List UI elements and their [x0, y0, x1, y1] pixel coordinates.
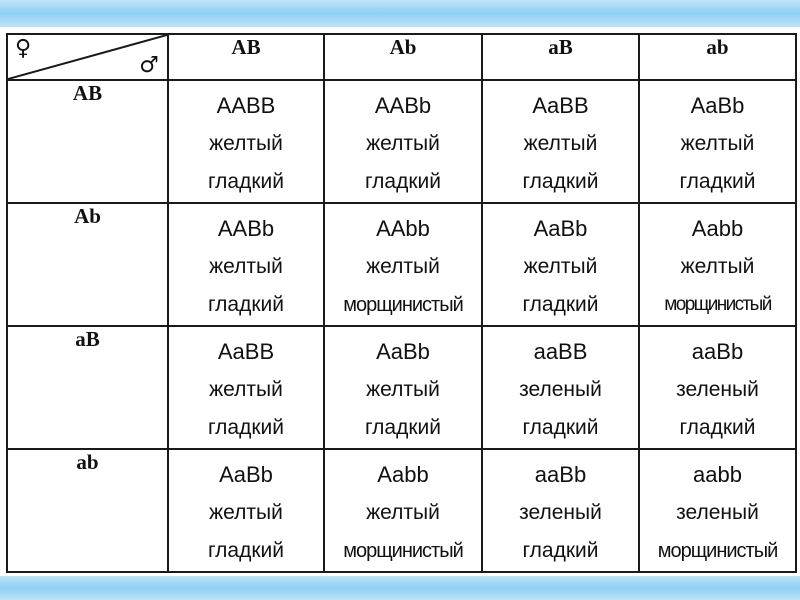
offspring-cell	[324, 449, 482, 572]
punnett-square-table	[6, 33, 797, 573]
genotype-label: AaBb	[376, 339, 430, 364]
color-trait-label: желтый	[209, 255, 283, 278]
row-gamete-header: Ab	[7, 203, 168, 326]
shape-trait-label: гладкий	[522, 416, 599, 439]
offspring-cell	[639, 326, 796, 449]
genotype-label: AABb	[374, 93, 432, 118]
offspring-cell	[168, 449, 324, 572]
genotype-label: AaBb	[533, 216, 588, 241]
color-trait-label: желтый	[366, 132, 440, 155]
row-gamete-header: AB	[7, 80, 168, 203]
column-gamete-header: aB	[482, 34, 639, 80]
corner-cell	[7, 34, 168, 80]
color-trait-label: желтый	[680, 132, 755, 155]
shape-trait-label: гладкий	[522, 293, 599, 316]
genotype-label: AaBb	[690, 93, 745, 118]
bottom-decorative-band	[0, 576, 800, 600]
header-row	[7, 34, 796, 80]
color-trait-label: зеленый	[519, 378, 602, 401]
genotype-label: Aabb	[691, 216, 744, 241]
male-symbol-icon: ♂	[139, 53, 159, 78]
genotype-label: AaBb	[219, 462, 273, 487]
color-trait-label: зеленый	[519, 501, 602, 524]
offspring-cell	[324, 203, 482, 326]
offspring-cell	[482, 80, 639, 203]
color-trait-label: зеленый	[676, 378, 759, 401]
shape-trait-label: гладкий	[679, 170, 756, 193]
shape-trait-label: гладкий	[679, 416, 756, 439]
shape-trait-label: морщинистый	[664, 294, 771, 315]
table-row	[7, 326, 796, 449]
color-trait-label: желтый	[209, 132, 283, 155]
top-decorative-band	[0, 0, 800, 27]
column-gamete-header: ab	[639, 34, 796, 80]
offspring-cell	[639, 203, 796, 326]
color-trait-label: желтый	[366, 255, 440, 278]
color-trait-label: желтый	[523, 255, 598, 278]
genotype-label: AaBB	[532, 93, 589, 118]
offspring-cell	[168, 326, 324, 449]
genotype-label: aabb	[693, 462, 742, 487]
shape-trait-label: гладкий	[207, 416, 285, 439]
column-gamete-header: AB	[168, 34, 324, 80]
table-row	[7, 449, 796, 572]
genotype-label: aaBb	[534, 462, 587, 487]
shape-trait-label: гладкий	[207, 539, 285, 562]
female-symbol-icon: ♀	[15, 36, 32, 61]
shape-trait-label: гладкий	[522, 170, 599, 193]
shape-trait-label: гладкий	[207, 293, 285, 316]
offspring-cell	[482, 449, 639, 572]
offspring-cell	[639, 449, 796, 572]
genotype-label: AAbb	[376, 216, 430, 241]
table-row	[7, 80, 796, 203]
shape-trait-label: морщинистый	[657, 540, 778, 562]
column-gamete-header: Ab	[324, 34, 482, 80]
genotype-label: AaBB	[217, 339, 275, 364]
genotype-label: AABb	[217, 216, 275, 241]
color-trait-label: желтый	[523, 132, 598, 155]
color-trait-label: желтый	[209, 378, 283, 401]
shape-trait-label: гладкий	[207, 170, 285, 193]
row-gamete-header: ab	[7, 449, 168, 572]
table-row	[7, 203, 796, 326]
slide	[0, 27, 800, 576]
shape-trait-label: гладкий	[364, 170, 442, 193]
shape-trait-label: гладкий	[522, 539, 599, 562]
offspring-cell	[324, 80, 482, 203]
color-trait-label: зеленый	[676, 501, 759, 524]
genotype-label: Aabb	[377, 462, 429, 487]
shape-trait-label: морщинистый	[343, 294, 463, 316]
shape-trait-label: морщинистый	[343, 540, 463, 562]
color-trait-label: желтый	[209, 501, 283, 524]
offspring-cell	[482, 326, 639, 449]
genotype-label: AABB	[216, 93, 276, 118]
row-gamete-header: aB	[7, 326, 168, 449]
genotype-label: aaBB	[533, 339, 588, 364]
color-trait-label: желтый	[366, 501, 440, 524]
offspring-cell	[168, 80, 324, 203]
color-trait-label: желтый	[366, 378, 440, 401]
shape-trait-label: гладкий	[364, 416, 442, 439]
offspring-cell	[168, 203, 324, 326]
offspring-cell	[639, 80, 796, 203]
color-trait-label: желтый	[680, 255, 755, 278]
genotype-label: aaBb	[691, 339, 744, 364]
offspring-cell	[324, 326, 482, 449]
offspring-cell	[482, 203, 639, 326]
